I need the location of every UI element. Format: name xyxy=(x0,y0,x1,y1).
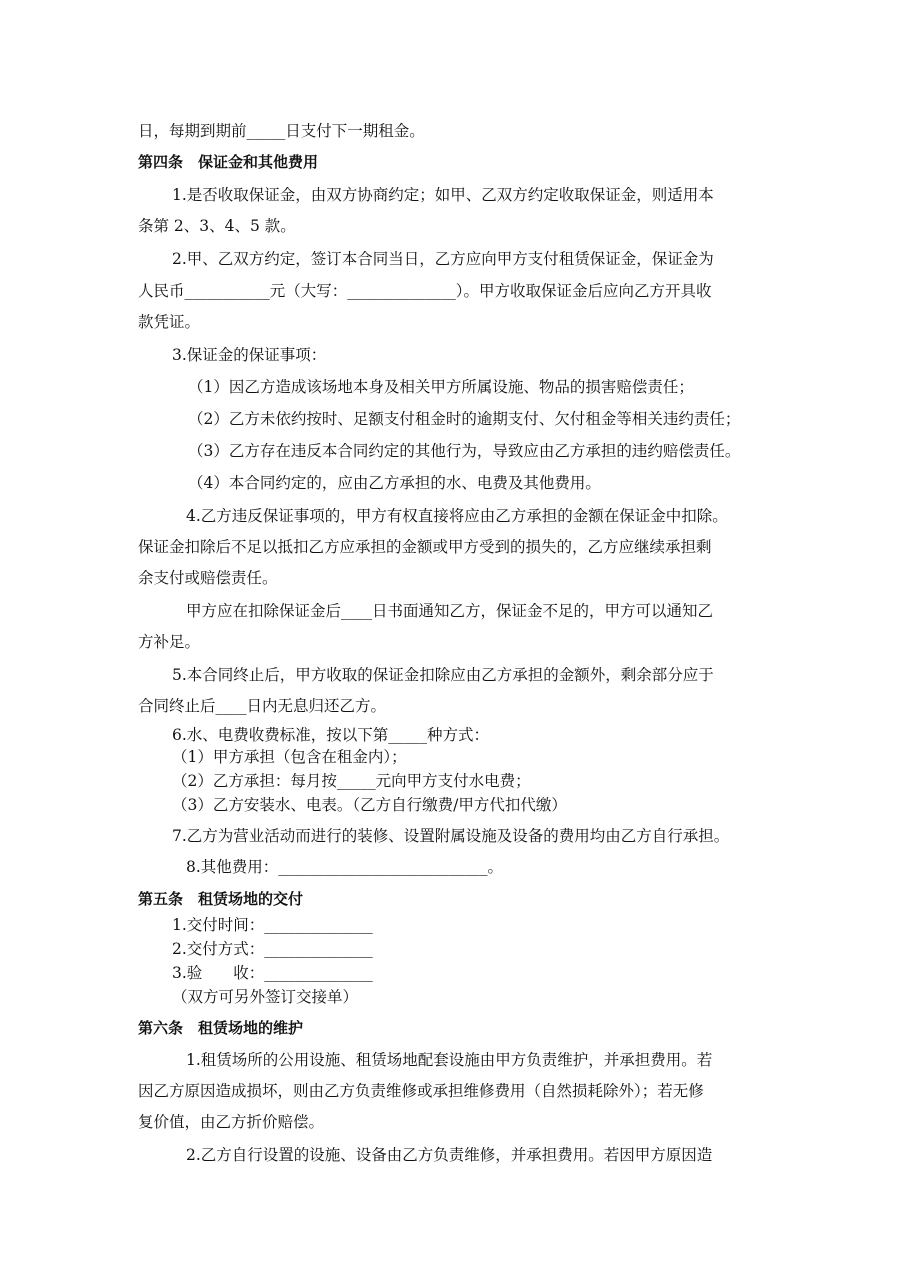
paragraph-line: 1.租赁场所的公用设施、租赁场地配套设施由甲方负责维护，并承担费用。若 xyxy=(186,1051,713,1069)
list-item: （1）因乙方造成该场地本身及相关甲方所属设施、物品的损害赔偿责任； xyxy=(188,378,694,396)
section-heading-article-6: 第六条 租赁场地的维护 xyxy=(138,1019,304,1037)
list-item: 3.验 收：______________ xyxy=(172,964,373,982)
paragraph-line: 7.乙方为营业活动而进行的装修、设置附属设施及设备的费用均由乙方自行承担。 xyxy=(172,827,730,845)
paragraph-line: 4.乙方违反保证事项的，甲方有权直接将应由乙方承担的金额在保证金中扣除。 xyxy=(186,507,728,525)
list-item: （1）甲方承担（包含在租金内）； xyxy=(172,748,407,766)
paragraph-line: 1.是否收取保证金，由双方协商约定；如甲、乙双方约定收取保证金，则适用本 xyxy=(172,186,714,204)
paragraph-line: 余支付或赔偿责任。 xyxy=(138,569,278,587)
section-heading-article-4: 第四条 保证金和其他费用 xyxy=(138,153,319,171)
paragraph-line: 6.水、电费收费标准，按以下第_____种方式： xyxy=(172,726,490,744)
paragraph-line: 款凭证。 xyxy=(138,313,201,331)
paragraph-line: 日，每期到期前_____日支付下一期租金。 xyxy=(138,122,425,140)
paragraph-line: 甲方应在扣除保证金后____日书面通知乙方，保证金不足的，甲方可以通知乙 xyxy=(186,602,714,620)
paragraph-line: 人民币___________元（大写：______________）。甲方收取保证金后应向乙方开具收 xyxy=(138,282,712,300)
paragraph-line: 3.保证金的保证事项： xyxy=(172,346,327,364)
paragraph-line: 5.本合同终止后，甲方收取的保证金扣除应由乙方承担的金额外，剩余部分应于 xyxy=(172,666,714,684)
paragraph-line: 合同终止后____日内无息归还乙方。 xyxy=(138,697,387,715)
paragraph-line: 8.其他费用：___________________________。 xyxy=(186,858,504,876)
list-item: 2.交付方式：______________ xyxy=(172,940,373,958)
list-item: （4）本合同约定的，应由乙方承担的水、电费及其他费用。 xyxy=(188,474,601,492)
paragraph-line: 保证金扣除后不足以抵扣乙方应承担的金额或甲方受到的损失的，乙方应继续承担剩 xyxy=(138,538,712,556)
paragraph-line: 因乙方原因造成损坏，则由乙方负责维修或承担维修费用（自然损耗除外）；若无修 xyxy=(138,1082,704,1100)
paragraph-line: 2.甲、乙双方约定，签订本合同当日，乙方应向甲方支付租赁保证金，保证金为 xyxy=(172,250,714,268)
paragraph-line: 2.乙方自行设置的设施、设备由乙方负责维修，并承担费用。若因甲方原因造 xyxy=(186,1146,713,1164)
paragraph-line: 方补足。 xyxy=(138,633,201,651)
paragraph-line: 复价值，由乙方折价赔偿。 xyxy=(138,1113,325,1131)
list-item: （2）乙方承担：每月按_____元向甲方支付水电费； xyxy=(172,772,531,790)
list-item: 1.交付时间：______________ xyxy=(172,916,373,934)
list-item: （3）乙方存在违反本合同约定的其他行为，导致应由乙方承担的违约赔偿责任。 xyxy=(188,442,741,460)
list-item: （3）乙方安装水、电表。（乙方自行缴费/甲方代扣代缴） xyxy=(172,796,567,814)
list-item: （2）乙方未依约按时、足额支付租金时的逾期支付、欠付租金等相关违约责任； xyxy=(188,410,741,428)
paragraph-line: 条第 2、3、4、5 款。 xyxy=(138,217,296,235)
section-heading-article-5: 第五条 租赁场地的交付 xyxy=(138,890,304,908)
note-line: （双方可另外签订交接单） xyxy=(172,988,359,1006)
